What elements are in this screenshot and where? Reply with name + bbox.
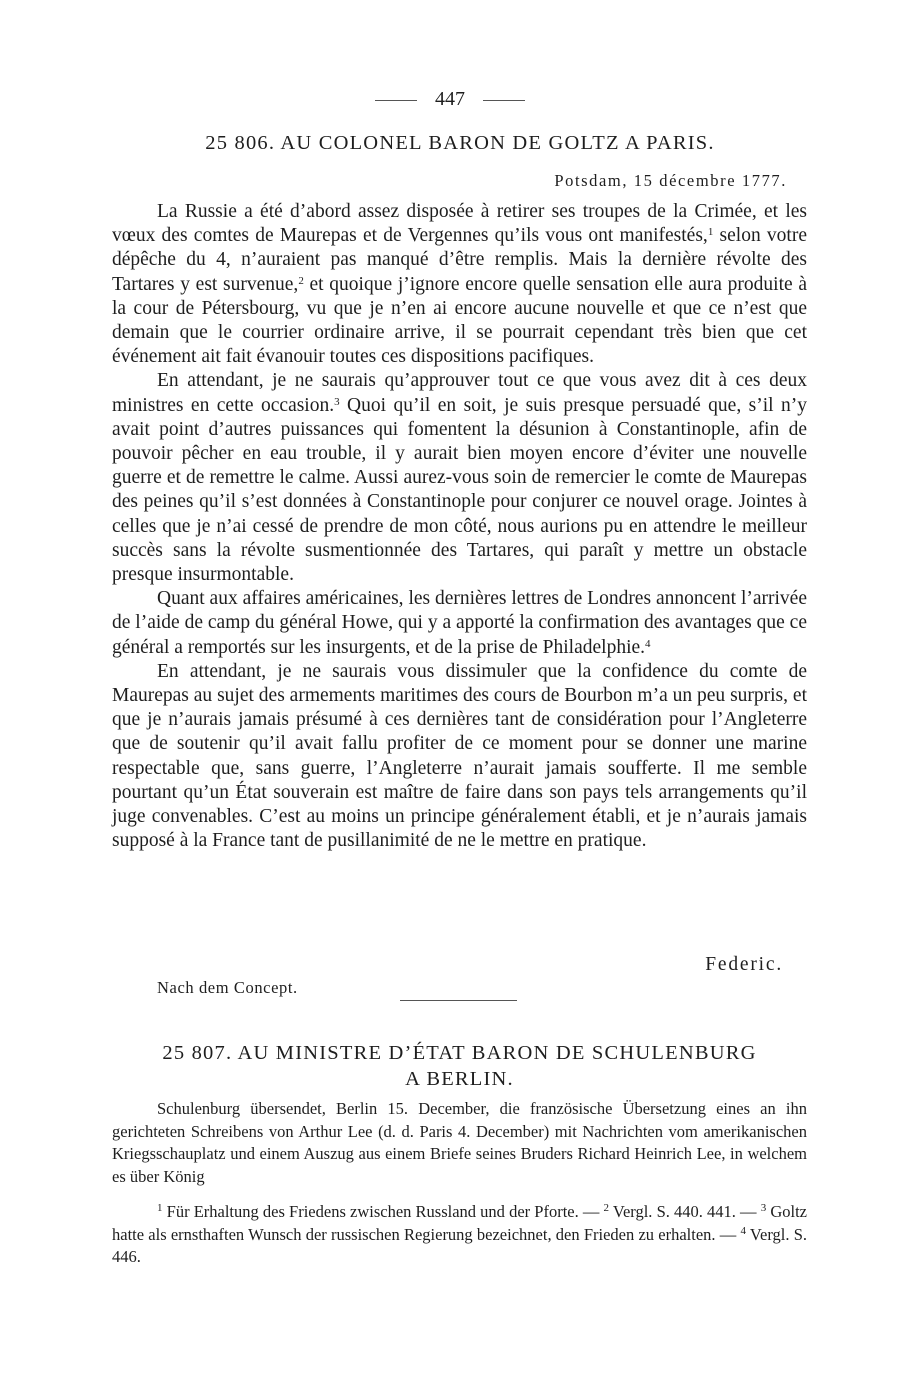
page-number-rule-left	[375, 100, 417, 101]
paragraph-2	[112, 369, 807, 587]
letter-1-body	[112, 200, 807, 853]
letter-2-title	[112, 1040, 807, 1092]
page-number-text: 447	[435, 88, 465, 110]
paragraph-1	[112, 200, 807, 369]
footnote-4: Vergl. S. 446.	[112, 1224, 808, 1267]
paragraph-4: En attendant, je ne saurais vous dissimuler que la confidence du comte de Maurepas au sujet des armements maritimes des cours de Bourbon m’a un peu surpris, et que je n’aurais jamais présumé à ces dernières tant de considération pour l’Angleterre que de soutenir qu’il avait fallu profiter de ce moment pour se donner une marine respectable que, sans guerre, l’Angleterre n’aurait jamais soufferte. Il me semble pourtant qu’un État souverain est maître de faire dans son pays tels arrangements qu’il juge convenables. C’est au moins un principe généralement établi, et je n’aurais jamais supposé à la France tant de pusillanimité de ne le mettre en pratique.	[112, 660, 807, 852]
source-note: Nach dem Concept.	[157, 978, 298, 997]
paragraph-1-text-c: et quoique j’ignore encore quelle sensation elle aura produite à la cour de Pétersbourg, vu que je n’en ai encore aucune nouvelle et que ce n’est que demain que le courrier ordinaire arrive, il se pourrait cependant très bien que cet événement ait fait évanouir toutes ces dispositions pacifiques.	[112, 273, 808, 368]
letter-2-title-line-2: A BERLIN.	[405, 1068, 514, 1090]
footnote-marker-2: 2	[603, 1202, 610, 1214]
letter-1-title: 25 806. AU COLONEL BARON DE GOLTZ A PARIS.	[205, 132, 715, 154]
paragraph-2-text-b: Quoi qu’il en soit, je suis presque persuadé que, s’il n’y avait point d’autres puissances qui fomentent la désunion à Constantinople, afin de pouvoir pêcher en eau trouble, il y aurait bien moyen encore d’éviter une nouvelle guerre et de remettre le calme. Aussi aurez-vous soin de remercier le comte de Maurepas des peines qu’il s’est données à Constantinople pour conjurer ce nouvel orage. Jointes à celles que je n’ai cessé de prendre de mon côté, nous aurions pu en attendre le meilleur succès sans la révolte susmentionnée des Tartares, qui paraît y mettre un obstacle presque insurmontable.	[112, 394, 807, 586]
footnotes	[112, 1201, 807, 1269]
footnote-marker-4: 4	[740, 1224, 746, 1237]
paragraph-3	[112, 587, 807, 660]
letter-2-summary	[112, 1098, 807, 1188]
signature: Federic.	[705, 954, 783, 975]
footnote-text	[112, 1201, 807, 1269]
footnote-ref-2: 2	[298, 274, 304, 287]
paragraph-1-text-b: selon votre dépêche du 4, n’auraient pas manqué d’être remplis. Mais la dernière révolte des Tartares y est survenue,	[112, 225, 807, 295]
footnote-3: Goltz hatte als ernsthaften Wunsch der russischen Regierung bezeichnet, den Frieden zu erhalten. —	[112, 1202, 807, 1244]
footnote-marker-1: 1	[157, 1202, 163, 1214]
paragraph-1-text-a: La Russie a été d’abord assez disposée à retirer ses troupes de la Crimée, et les vœux des comtes de Maurepas et de Vergennes qu’ils vous ont manifestés,	[112, 201, 807, 247]
page-number	[0, 88, 900, 111]
footnote-marker-3: 3	[760, 1202, 767, 1214]
summary-paragraph: Schulenburg übersendet, Berlin 15. December, die französische Übersetzung eines an ihn gerichteten Schreibens von Arthur Lee (d. d. Paris 4. December) mit Nachrichten vom amerikanischen Kriegsschauplatz und einem Auszug aus einem Briefe seines Bruders Richard Heinrich Lee, in welchem es über König	[112, 1099, 807, 1186]
footnote-2: Vergl. S. 440. 441. —	[609, 1202, 761, 1221]
footnote-ref-4: 4	[645, 637, 651, 650]
page-number-rule-right	[483, 100, 525, 101]
footnote-1: Für Erhaltung des Friedens zwischen Russland und der Pforte. —	[162, 1202, 604, 1221]
letter-1-dateline: Potsdam, 15 décembre 1777.	[554, 171, 787, 190]
letter-2-title-line-1: 25 807. AU MINISTRE D’ÉTAT BARON DE SCHULENBURG	[162, 1042, 757, 1064]
paragraph-3-text: Quant aux affaires américaines, les dernières lettres de Londres annoncent l’arrivée de l’aide de camp du général Howe, qui y a apporté la confirmation des avantages que ce général a remportés sur les insurgents, et de la prise de Philadelphie.	[112, 588, 807, 658]
footnote-ref-3: 3	[334, 395, 340, 408]
footnote-ref-1: 1	[707, 226, 714, 239]
section-divider	[400, 1000, 517, 1001]
paragraph-2-text-a: En attendant, je ne saurais qu’approuver tout ce que vous avez dit à ces deux ministres en cette occasion.	[112, 370, 807, 416]
